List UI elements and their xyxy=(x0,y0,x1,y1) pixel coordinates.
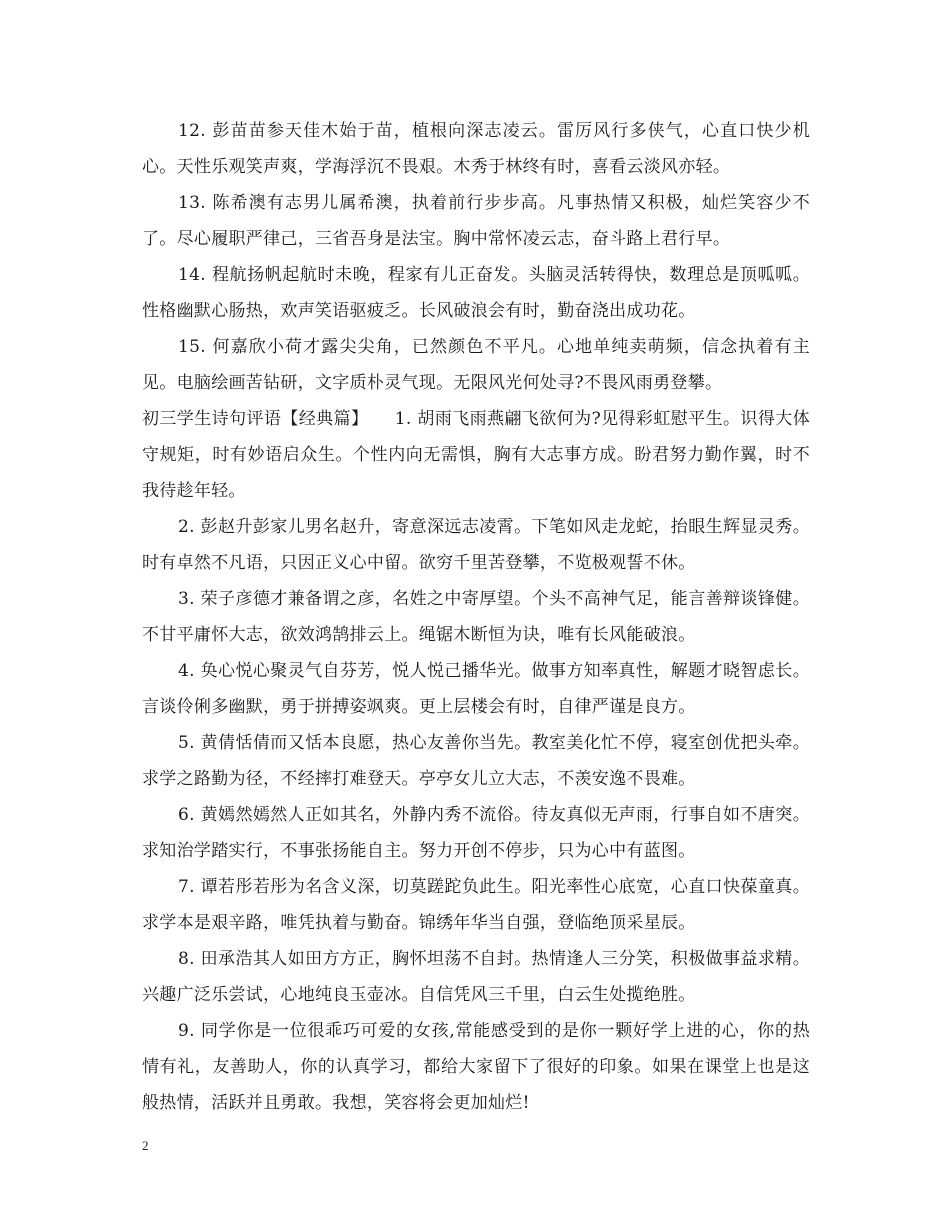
comment-paragraph-8: 8. 田承浩其人如田方方正，胸怀坦荡不自封。热情逢人三分笑，积极做事益求精。兴趣广泛乐尝试，心地纯良玉壶冰。自信凭风三千里，白云生处揽绝胜。 xyxy=(142,949,810,1005)
section-heading-paragraph: 初三学生诗句评语【经典篇】 1. 胡雨飞雨燕翩飞欲何为?见得彩虹慰平生。识得大体守规矩，时有妙语启众生。个性内向无需惧，胸有大志事方成。盼君努力勤作翼，时不我待趁年轻。 xyxy=(142,409,810,501)
comment-paragraph-14: 14. 程航扬帆起航时未晚，程家有儿正奋发。头脑灵活转得快，数理总是顶呱呱。性格幽默心肠热，欢声笑语驱疲乏。长风破浪会有时，勤奋浇出成功花。 xyxy=(142,265,810,321)
comment-paragraph-4: 4. 奂心悦心聚灵气自芬芳，悦人悦己播华光。做事方知率真性，解题才晓智虑长。言谈伶俐多幽默，勇于拼搏姿飒爽。更上层楼会有时，自律严谨是良方。 xyxy=(142,661,810,717)
comment-paragraph-7: 7. 谭若彤若彤为名含义深，切莫蹉跎负此生。阳光率性心底宽，心直口快葆童真。求学本是艰辛路，唯凭执着与勤奋。锦绣年华当自强，登临绝顶采星辰。 xyxy=(142,877,810,933)
comment-paragraph-5: 5. 黄倩恬倩而又恬本良愿，热心友善你当先。教室美化忙不停，寝室创优把头牵。求学之路勤为径，不经摔打难登天。亭亭女儿立大志，不羡安逸不畏难。 xyxy=(142,733,810,789)
comment-paragraph-6: 6. 黄嫣然嫣然人正如其名，外静内秀不流俗。待友真似无声雨，行事自如不唐突。求知治学踏实行，不事张扬能自主。努力开创不停步，只为心中有蓝图。 xyxy=(142,805,810,861)
comment-paragraph-15: 15. 何嘉欣小荷才露尖尖角，已然颜色不平凡。心地单纯卖萌频，信念执着有主见。电脑绘画苦钻研，文字质朴灵气现。无限风光何处寻?不畏风雨勇登攀。 xyxy=(142,337,810,393)
comment-paragraph-3: 3. 荣子彦德才兼备谓之彦，名姓之中寄厚望。个头不高神气足，能言善辩谈锋健。不甘平庸怀大志，欲效鸿鹄排云上。绳锯木断恒为诀，唯有长风能破浪。 xyxy=(142,589,810,645)
page-number: 2 xyxy=(142,1138,149,1153)
comment-paragraph-13: 13. 陈希澳有志男儿属希澳，执着前行步步高。凡事热情又积极，灿烂笑容少不了。尽心履职严律己，三省吾身是法宝。胸中常怀凌云志，奋斗路上君行早。 xyxy=(142,193,810,249)
comment-paragraph-12: 12. 彭苗苗参天佳木始于苗，植根向深志凌云。雷厉风行多侠气，心直口快少机心。天性乐观笑声爽，学海浮沉不畏艰。木秀于林终有时，喜看云淡风亦轻。 xyxy=(142,121,810,177)
document-body xyxy=(142,113,810,1121)
comment-paragraph-9: 9. 同学你是一位很乖巧可爱的女孩,常能感受到的是你一颗好学上进的心，你的热情有礼，友善助人，你的认真学习，都给大家留下了很好的印象。如果在课堂上也是这般热情，活跃并且勇敢。我想，笑容将会更加灿烂! xyxy=(142,1021,810,1113)
comment-paragraph-2: 2. 彭赵升彭家儿男名赵升，寄意深远志凌霄。下笔如风走龙蛇，抬眼生辉显灵秀。时有卓然不凡语，只因正义心中留。欲穷千里苦登攀，不览极观誓不休。 xyxy=(142,517,810,573)
